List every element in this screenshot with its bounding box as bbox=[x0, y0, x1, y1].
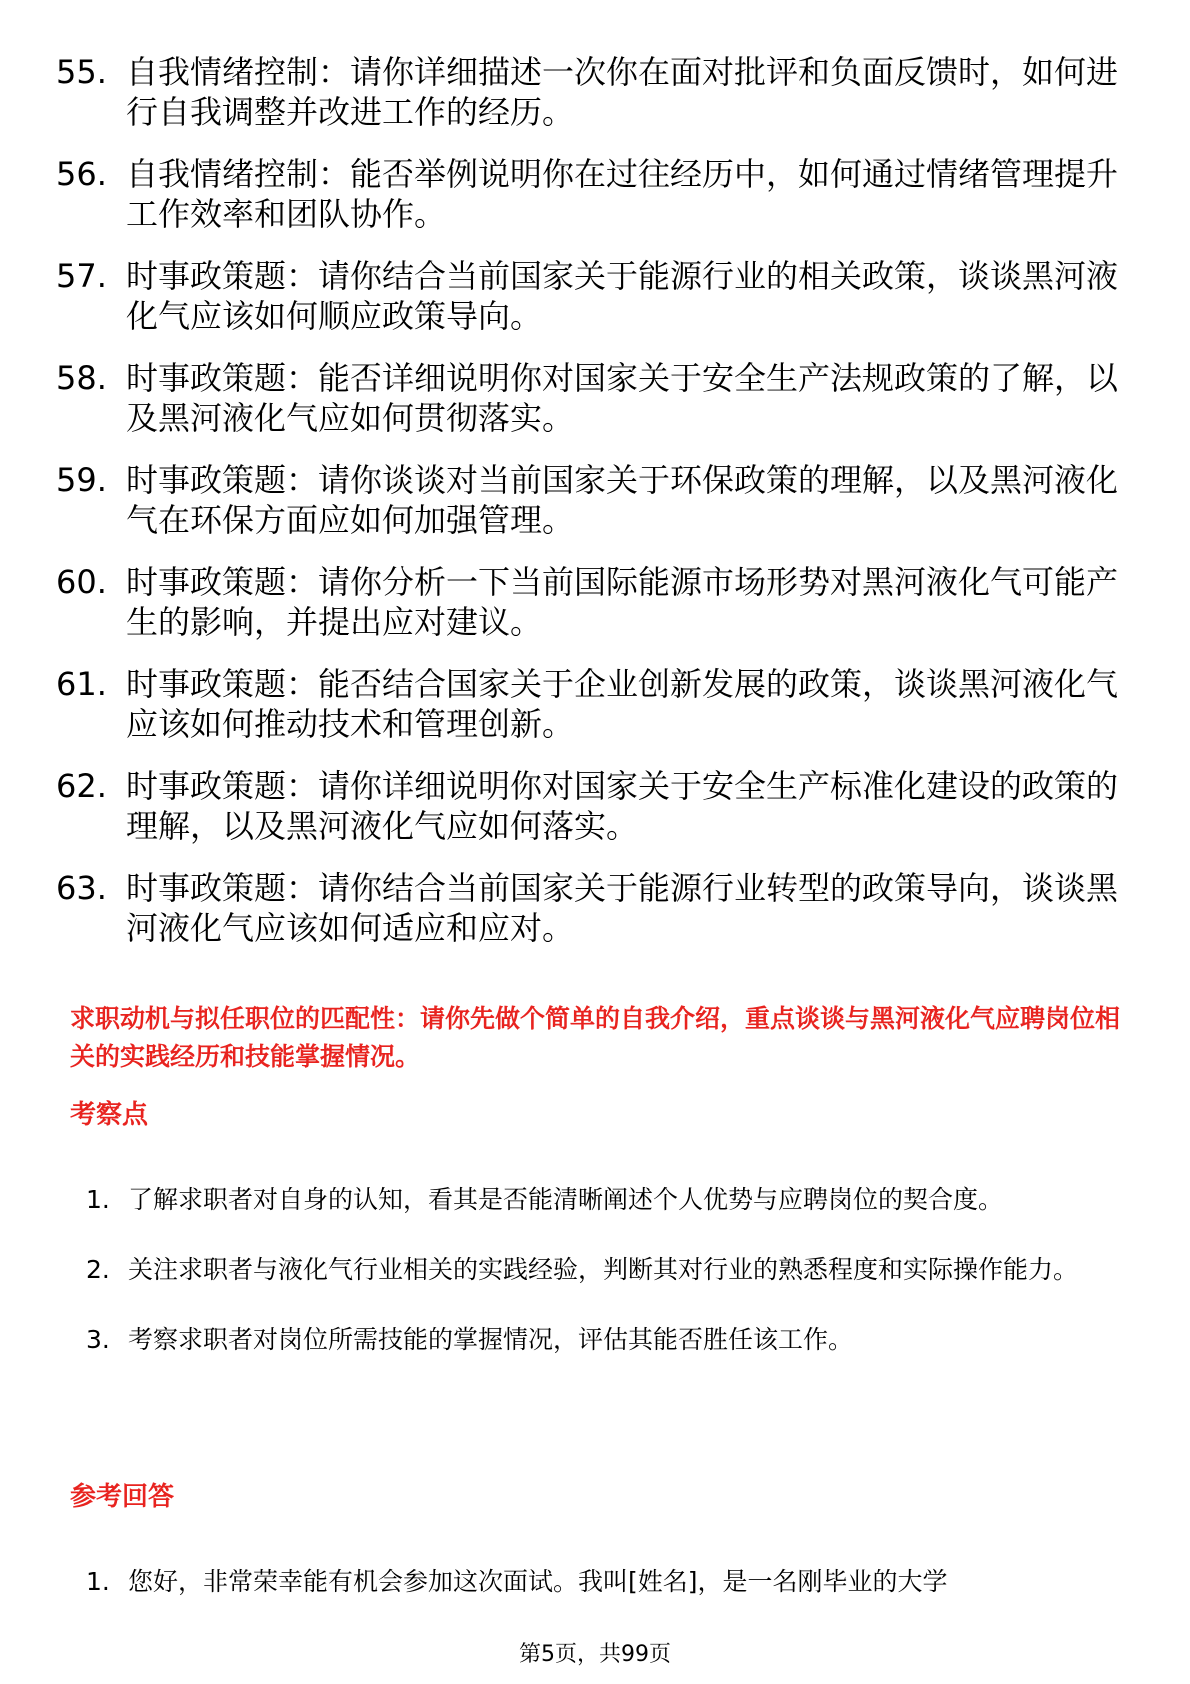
question-number: 63. bbox=[56, 869, 107, 907]
highlight-question: 求职动机与拟任职位的匹配性：请你先做个简单的自我介绍，重点谈谈与黑河液化气应聘岗位相关的实践经历和技能掌握情况。 bbox=[70, 1004, 1121, 1071]
question-number: 60. bbox=[56, 563, 107, 601]
point-item bbox=[86, 1170, 1126, 1230]
question-list bbox=[56, 52, 1136, 970]
question-number: 61. bbox=[56, 665, 107, 703]
question-number: 56. bbox=[56, 155, 107, 193]
question-number: 55. bbox=[56, 53, 107, 91]
point-number: 2. bbox=[86, 1255, 110, 1284]
points-heading: 考察点 bbox=[70, 1100, 149, 1130]
point-item bbox=[86, 1310, 1126, 1370]
question-item bbox=[56, 664, 1136, 744]
question-text: 自我情绪控制：请你详细描述一次你在面对批评和负面反馈时，如何进行自我调整并改进工作的经历。 bbox=[126, 53, 1119, 131]
question-number: 59. bbox=[56, 461, 107, 499]
question-item bbox=[56, 256, 1136, 336]
answers-list bbox=[86, 1552, 1126, 1622]
points-list bbox=[86, 1170, 1126, 1380]
question-item bbox=[56, 52, 1136, 132]
point-text: 关注求职者与液化气行业相关的实践经验，判断其对行业的熟悉程度和实际操作能力。 bbox=[128, 1255, 1079, 1284]
question-text: 自我情绪控制：能否举例说明你在过往经历中，如何通过情绪管理提升工作效率和团队协作。 bbox=[126, 155, 1119, 233]
question-text: 时事政策题：请你分析一下当前国际能源市场形势对黑河液化气可能产生的影响，并提出应对建议。 bbox=[126, 563, 1119, 641]
point-text: 了解求职者对自身的认知，看其是否能清晰阐述个人优势与应聘岗位的契合度。 bbox=[128, 1185, 1004, 1214]
answer-heading: 参考回答 bbox=[70, 1482, 175, 1512]
question-number: 58. bbox=[56, 359, 107, 397]
question-item bbox=[56, 562, 1136, 642]
answer-number: 1. bbox=[86, 1567, 110, 1596]
page-footer: 第5页，共99页 bbox=[519, 1642, 671, 1667]
point-text: 考察求职者对岗位所需技能的掌握情况，评估其能否胜任该工作。 bbox=[128, 1325, 854, 1354]
question-text: 时事政策题：请你结合当前国家关于能源行业转型的政策导向，谈谈黑河液化气应该如何适应和应对。 bbox=[126, 869, 1119, 947]
question-number: 62. bbox=[56, 767, 107, 805]
point-item bbox=[86, 1240, 1126, 1300]
point-number: 1. bbox=[86, 1185, 110, 1214]
question-text: 时事政策题：请你谈谈对当前国家关于环保政策的理解，以及黑河液化气在环保方面应如何加强管理。 bbox=[126, 461, 1119, 539]
answer-text: 您好，非常荣幸能有机会参加这次面试。我叫[姓名]，是一名刚毕业的大学 bbox=[128, 1567, 948, 1596]
question-item bbox=[56, 868, 1136, 948]
question-text: 时事政策题：请你结合当前国家关于能源行业的相关政策，谈谈黑河液化气应该如何顺应政策导向。 bbox=[126, 257, 1119, 335]
question-number: 57. bbox=[56, 257, 107, 295]
question-item bbox=[56, 460, 1136, 540]
question-item bbox=[56, 766, 1136, 846]
question-text: 时事政策题：能否详细说明你对国家关于安全生产法规政策的了解，以及黑河液化气应如何贯彻落实。 bbox=[126, 359, 1119, 437]
answer-item bbox=[86, 1552, 1126, 1612]
question-text: 时事政策题：能否结合国家关于企业创新发展的政策，谈谈黑河液化气应该如何推动技术和管理创新。 bbox=[126, 665, 1119, 743]
question-item bbox=[56, 358, 1136, 438]
point-number: 3. bbox=[86, 1325, 110, 1354]
question-text: 时事政策题：请你详细说明你对国家关于安全生产标准化建设的政策的理解，以及黑河液化气应如何落实。 bbox=[126, 767, 1119, 845]
question-item bbox=[56, 154, 1136, 234]
